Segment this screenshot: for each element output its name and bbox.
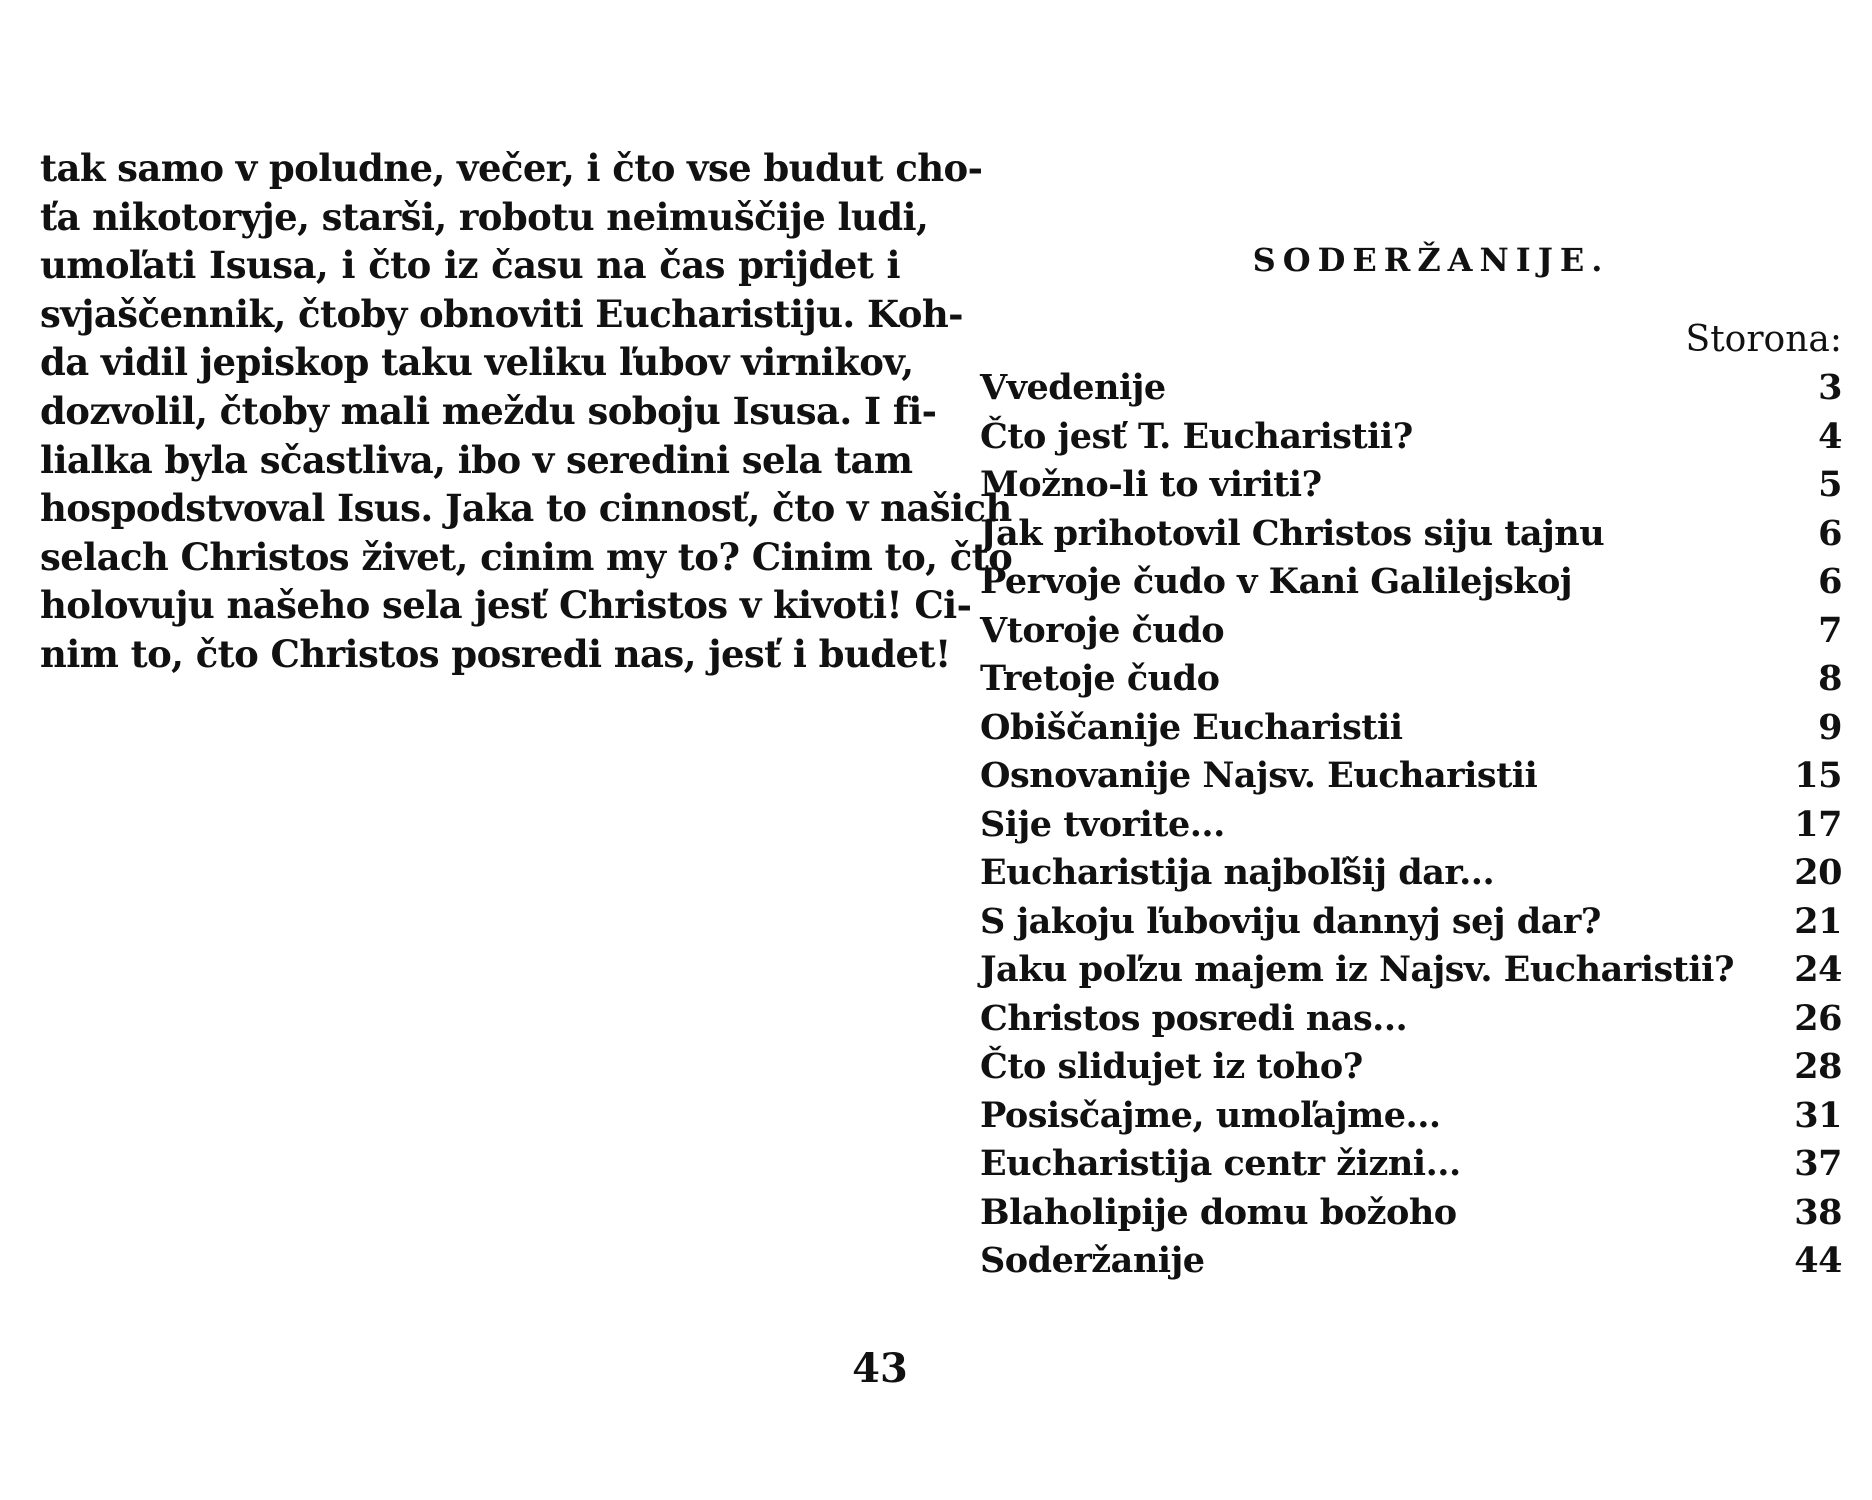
toc-entry-page: 9 (1818, 706, 1842, 748)
toc-entry-page: 28 (1794, 1046, 1842, 1087)
toc-entry (980, 558, 1842, 607)
toc-entry-page: 44 (1794, 1240, 1842, 1281)
page-number: 43 (852, 1345, 908, 1392)
toc-entry (980, 946, 1842, 995)
toc-entry-title: Čto jesť T. Eucharistii? (980, 415, 1413, 457)
toc-entry (980, 1043, 1842, 1092)
toc-entry (980, 364, 1842, 413)
toc-entry-title: Vvedenije (980, 367, 1166, 408)
text-line: da vidil jepiskop taku veliku ľubov virnikov, (40, 340, 914, 385)
text-line: selach Christos živet, cinim my to? Cinim to, čto (40, 534, 1013, 579)
toc-entry-title: Osnovanije Najsv. Eucharistii (980, 755, 1538, 796)
left-page-text (40, 144, 1013, 679)
toc-entry-title: Eucharistija centr žizni... (980, 1143, 1461, 1184)
toc-entry-title: Eucharistija najboľšij dar... (980, 852, 1495, 893)
toc-entry-page: 21 (1794, 900, 1842, 942)
toc-entry-title: S jakoju ľuboviju dannyj sej dar? (980, 900, 1601, 942)
toc-entry (980, 1140, 1842, 1189)
toc-entry-page: 38 (1794, 1191, 1842, 1233)
toc-entry (980, 510, 1842, 559)
toc-entry (980, 655, 1842, 704)
toc-entry-title: Možno-li to viriti? (980, 464, 1322, 505)
toc-entry (980, 607, 1842, 656)
toc-entry-page: 6 (1818, 512, 1842, 554)
toc-entry-title: Christos posredi nas... (980, 997, 1408, 1039)
toc-entry-page: 37 (1794, 1143, 1842, 1184)
toc-entry-title: Pervoje čudo v Kani Galilejskoj (980, 561, 1573, 602)
toc-entry (980, 801, 1842, 850)
toc-entry-title: Tretoje čudo (980, 658, 1220, 699)
toc-entry (980, 1237, 1842, 1286)
toc-entry (980, 413, 1842, 462)
toc-title: SODERŽANIJE. (1252, 241, 1610, 279)
text-line: holovuju našeho sela jesť Christos v kivoti! Ci- (40, 583, 972, 628)
toc-entry-page: 8 (1818, 658, 1842, 699)
toc-entry-page: 5 (1818, 464, 1842, 505)
toc-entry-page: 4 (1818, 415, 1842, 457)
table-of-contents (980, 240, 1842, 1286)
toc-entry-title: Soderžanije (980, 1240, 1205, 1281)
toc-entry-page: 26 (1794, 997, 1842, 1039)
toc-entry (980, 898, 1842, 947)
toc-entry (980, 1189, 1842, 1238)
toc-entry-title: Jak prihotovil Christos siju tajnu (980, 512, 1605, 554)
toc-entry-page: 7 (1818, 609, 1842, 651)
toc-entry (980, 704, 1842, 753)
text-line: svjaščennik, čtoby obnoviti Eucharistiju. Koh- (40, 291, 963, 336)
toc-entry-page: 3 (1818, 367, 1842, 408)
toc-entry-page: 20 (1794, 852, 1842, 893)
toc-entry-page: 6 (1818, 561, 1842, 602)
toc-entry-page: 17 (1794, 803, 1842, 845)
toc-entry-title: Čto slidujet iz toho? (980, 1046, 1363, 1087)
text-line: tak samo v poludne, večer, i čto vse budut cho- (40, 146, 983, 190)
toc-entry-title: Blaholipije domu božoho (980, 1191, 1457, 1233)
text-line: umoľati Isusa, i čto iz času na čas prijdet i (40, 243, 900, 288)
toc-entry (980, 1092, 1842, 1141)
toc-page-column-label: Storona: (1685, 319, 1842, 360)
toc-entry-title: Vtoroje čudo (980, 609, 1225, 651)
text-line: lialka byla sčastliva, ibo v seredini sela tam (40, 437, 913, 482)
toc-entry-page: 24 (1794, 949, 1842, 990)
toc-entry-title: Sije tvorite... (980, 803, 1225, 845)
text-line: dozvolil, čtoby mali meždu soboju Isusa. I fi- (40, 388, 937, 433)
toc-entry-title: Posisčajme, umoľajme... (980, 1094, 1441, 1136)
toc-entry (980, 849, 1842, 898)
toc-entry (980, 461, 1842, 510)
toc-list (980, 364, 1842, 1286)
text-line: hospodstvoval Isus. Jaka to cinnosť, čto v našich (40, 486, 1012, 531)
text-line: ťa nikotoryje, starši, robotu neimuščije ludi, (40, 194, 929, 239)
toc-entry (980, 752, 1842, 801)
toc-entry-title: Jaku poľzu majem iz Najsv. Eucharistii? (980, 949, 1734, 990)
toc-entry-page: 31 (1794, 1094, 1842, 1136)
toc-entry-page: 15 (1794, 755, 1842, 796)
toc-entry (980, 995, 1842, 1044)
text-line: nim to, čto Christos posredi nas, jesť i budet! (40, 631, 951, 676)
toc-entry-title: Obiščanije Eucharistii (980, 706, 1403, 748)
